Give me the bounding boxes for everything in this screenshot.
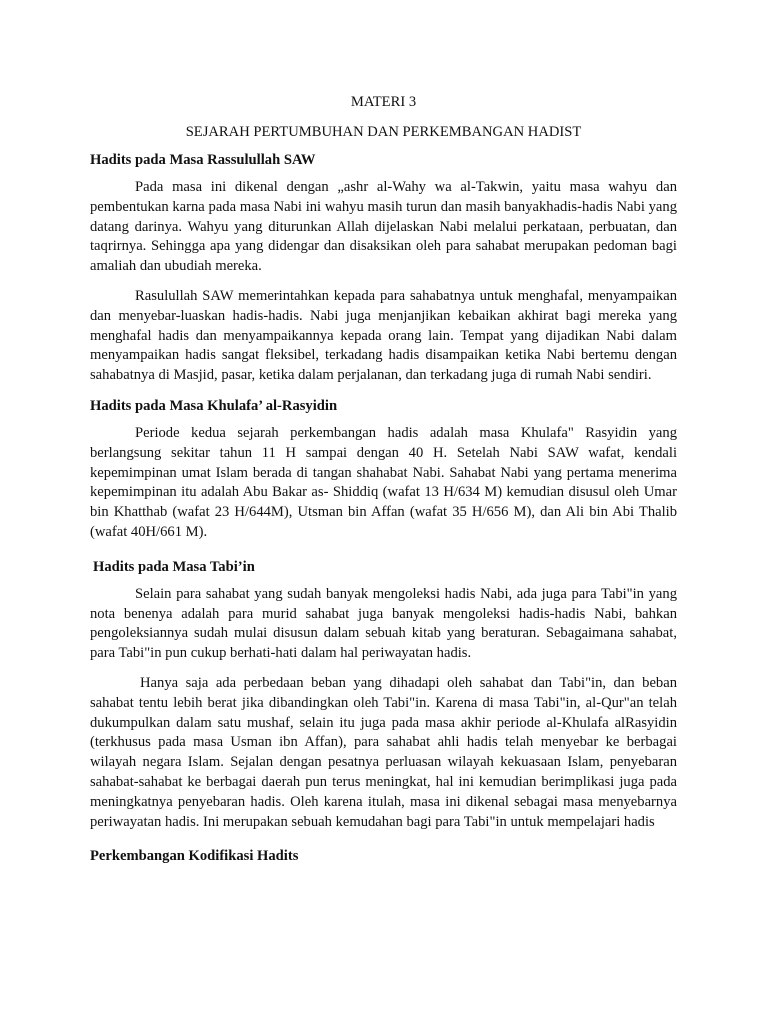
document-title-line2: SEJARAH PERTUMBUHAN DAN PERKEMBANGAN HADIST: [185, 124, 582, 140]
document-page: [90, 92, 677, 874]
paragraph: Rasulullah SAW memerintahkan kepada para sahabatnya untuk menghafal, menyampaikan dan menyebar-luaskan hadis-hadis. Nabi juga menjanjikan kebaikan akhirat bagi mereka yang menghafal hadis dan menyampaikannya kepada orang lain. Tempat yang dijadikan Nabi dalam menyampaikan hadis sangat fleksibel, terkadang hadis disampaikan ketika Nabi bertemu dengan sahabatnya di Masjid, pasar, ketika dalam perjalanan, dan terkadang juga di rumah Nabi sendiri.: [90, 287, 677, 384]
paragraph: Selain para sahabat yang sudah banyak mengoleksi hadis Nabi, ada juga para Tabi"in yang nota benenya adalah para murid sahabat juga banyak mengoleksi hadis-hadis Nabi, bahkan pengoleksiannya sudah mulai disusun dalam sebuah kitab yang beraturan. Sebagaimana sahabat, para Tabi"in pun cukup berhati-hati dalam hal periwayatan hadis.: [90, 585, 677, 662]
section-heading-rasulullah: Hadits pada Masa Rassulullah SAW: [90, 152, 316, 168]
paragraph: Pada masa ini dikenal dengan „ashr al-Wahy wa al-Takwin, yaitu masa wahyu dan pembentukan karna pada masa Nabi ini wahyu masih turun dan masih banyakhadis-hadis Nabi yang datang darinya. Wahyu yang diturunkan Allah dijelaskan Nabi melalui perkataan, perbuatan, dan taqrirnya. Sehingga apa yang didengar dan disaksikan oleh para sahabat merupakan pedoman bagi amaliah dan ubudiah mereka.: [90, 179, 677, 275]
section-heading-tabiin: Hadits pada Masa Tabi’in: [93, 558, 255, 575]
document-title-line1: MATERI 3: [350, 94, 417, 110]
paragraph: Hanya saja ada perbedaan beban yang dihadapi oleh sahabat dan Tabi"in, dan beban sahabat tentu lebih berat jika dibandingkan oleh Tabi"in. Karena di masa Tabi"in, al-Qur"an telah dukumpulkan dalam satu mushaf, selain itu juga pada masa akhir periode al-Khulafa alRasyidin (terkhusus pada masa Usman ibn Affan), para sahabat ahli hadis telah menyebar ke berbagai wilayah negara Islam. Sejalan dengan pesatnya perluasan wilayah kekuasaan Islam, penyebaran sahabat-sahabat ke berbagai daerah pun terus meningkat, hal ini kemudian berimplikasi juga pada meningkatnya penyebaran hadis. Oleh karena itulah, masa ini dikenal sebagai masa menyebarnya periwayatan hadis. Ini merupakan sebuah kemudahan bagi para Tabi"in untuk mempelajari hadis: [90, 674, 677, 830]
section-heading-khulafa: Hadits pada Masa Khulafa’ al-Rasyidin: [90, 397, 338, 414]
section-heading-kodifikasi: Perkembangan Kodifikasi Hadits: [90, 848, 299, 865]
paragraph: Periode kedua sejarah perkembangan hadis adalah masa Khulafa" Rasyidin yang berlangsung sekitar tahun 11 H sampai dengan 40 H. Setelah Nabi SAW wafat, kendali kepemimpinan umat Islam berada di tangan shahabat Nabi. Sahabat Nabi yang pertama menerima kepemimpinan itu adalah Abu Bakar as- Shiddiq (wafat 13 H/634 M) kemudian disusul oleh Umar bin Khatthab (wafat 23 H/644M), Utsman bin Affan (wafat 35 H/656 M), dan Ali bin Abi Thalib (wafat 40H/661 M).: [90, 424, 677, 540]
